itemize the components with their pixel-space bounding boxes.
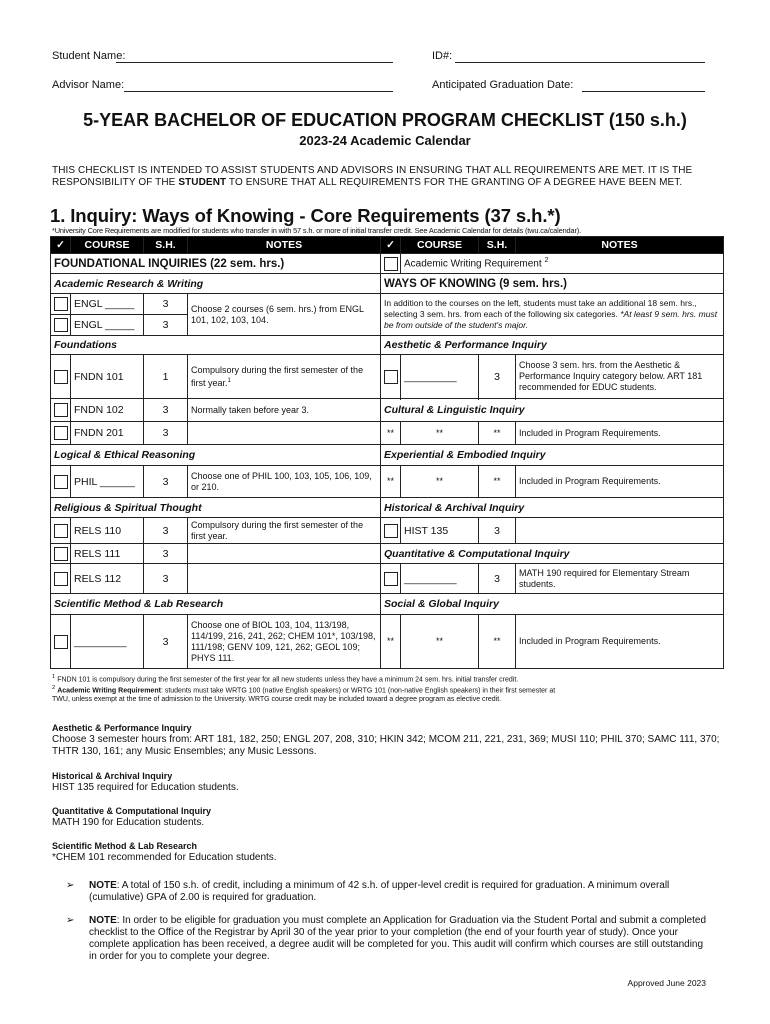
historical-notes — [52, 770, 722, 794]
note-graduation-body: : In order to be eligible for graduation you must complete an Application for Graduation via the Student Portal and submit a completed checklist to the Office of the Registrar by April 30 of the year prior to your completion (the end of your fourth year of study). Once your complete application has been received, a degree audit will be completed for you. This audit will confirm which courses are still outstanding in order for you to complete your degree. — [89, 915, 707, 962]
scientific-notes — [52, 840, 722, 864]
fndn102-note: Normally taken before year 3. — [188, 399, 381, 422]
engl2-course[interactable]: ENGL _____ — [71, 315, 144, 336]
engl1-course[interactable]: ENGL _____ — [71, 294, 144, 315]
engl2-checkbox[interactable] — [54, 318, 68, 332]
page-subtitle: 2023-24 Academic Calendar — [299, 133, 471, 148]
awr-check-cell — [381, 254, 401, 274]
table-row — [51, 336, 724, 355]
footnote-2-text-a: : students must take WRTG 100 (native English speakers) or WRTG 101 (non-native English speakers) in their first semester at — [160, 687, 556, 695]
table-row — [51, 564, 724, 594]
phil-checkbox[interactable] — [54, 475, 68, 489]
fndn102-check-cell — [51, 399, 71, 422]
category-scientific: Scientific Method & Lab Research — [51, 594, 381, 615]
intro-line-2-a: RESPONSIBILITY OF THE — [52, 177, 179, 188]
aes-sh: 3 — [479, 355, 516, 399]
footnote-1 — [52, 673, 722, 684]
quant-check-cell — [381, 564, 401, 594]
fndn101-sh: 1 — [144, 355, 188, 399]
quant-checkbox[interactable] — [384, 572, 398, 586]
note-graduation-label: NOTE — [89, 915, 117, 926]
rels112-course: RELS 112 — [71, 564, 144, 594]
sci-note: Choose one of BIOL 103, 104, 113/198, 114/199, 216, 241, 262; CHEM 101*, 103/198, 111/198; GENV 109, 121, 262; GEOL 109; PHYS 111. — [188, 615, 381, 669]
intro-line-1: THIS CHECKLIST IS INTENDED TO ASSIST STUDENTS AND ADVISORS IN ENSURING THAT ALL REQUIREMENTS ARE MET. IT IS THE — [52, 165, 693, 176]
table-row — [51, 399, 724, 422]
table-row — [51, 254, 724, 274]
fndn102-checkbox[interactable] — [54, 403, 68, 417]
note-credits-label: NOTE — [89, 880, 117, 891]
category-religious: Religious & Spiritual Thought — [51, 498, 381, 518]
awr-label: Academic Writing Requirement — [404, 258, 542, 270]
cult-note: Included in Program Requirements. — [516, 422, 724, 445]
engl2-sh: 3 — [144, 315, 188, 336]
core-requirements-table — [50, 236, 724, 669]
header-notes-right: NOTES — [516, 237, 724, 254]
header-check-right: ✓ — [381, 237, 401, 254]
table-row — [51, 594, 724, 615]
table-row — [51, 422, 724, 445]
table-row — [51, 615, 724, 669]
section-note: *University Core Requirements are modified for students who transfer in with 57 s.h. or more of initial transfer credit. See Academic Calendar for details (twu.ca/calendar). — [52, 226, 582, 235]
note-credits-text — [89, 880, 709, 904]
exp-check: ** — [381, 466, 401, 498]
approved-date: Approved June 2023 — [627, 978, 706, 988]
engl1-check-cell — [51, 294, 71, 315]
fndn201-checkbox[interactable] — [54, 426, 68, 440]
aes-note: Choose 3 sem. hrs. from the Aesthetic & Performance Inquiry category below. ART 181 recommended for EDUC students. — [516, 355, 724, 399]
awr-footnote-ref: 2 — [544, 257, 549, 265]
note-credits-body: : A total of 150 s.h. of credit, including a minimum of 42 s.h. of upper-level credit is required for graduation. A minimum overall (cumulative) GPA of 2.00 is required for graduation. — [89, 880, 670, 903]
intro-student-emphasis: STUDENT — [178, 177, 227, 188]
note-graduation — [66, 915, 716, 965]
awr-cell — [401, 254, 724, 274]
id-field[interactable] — [455, 62, 705, 63]
exp-sh: ** — [479, 466, 516, 498]
fndn201-course: FNDN 201 — [71, 422, 144, 445]
header-course-right: COURSE — [401, 237, 479, 254]
table-row — [51, 355, 724, 399]
cult-course: ** — [401, 422, 479, 445]
category-foundations: Foundations — [51, 336, 381, 355]
quantitative-notes — [52, 805, 722, 829]
quant-note: MATH 190 required for Elementary Stream students. — [516, 564, 724, 594]
footnote-2-text-b: TWU, unless exempt at the time of admission to the University. WRTG course credit may be included toward a degree program as elective credit. — [52, 695, 502, 703]
table-row — [51, 518, 724, 544]
table-row — [51, 466, 724, 498]
aes-checkbox[interactable] — [384, 370, 398, 384]
soc-course: ** — [401, 615, 479, 669]
aes-course[interactable]: _________ — [401, 355, 479, 399]
fndn201-sh: 3 — [144, 422, 188, 445]
hist-sh: 3 — [479, 518, 516, 544]
phil-course[interactable]: PHIL ______ — [71, 466, 144, 498]
cult-sh: ** — [479, 422, 516, 445]
fndn101-note — [188, 355, 381, 399]
engl-note: Choose 2 courses (6 sem. hrs.) from ENGL 101, 102, 103, 104. — [188, 294, 381, 336]
footnotes — [52, 673, 722, 704]
category-aesthetic: Aesthetic & Performance Inquiry — [381, 336, 724, 355]
sci-check-cell — [51, 615, 71, 669]
graduation-date-label: Anticipated Graduation Date: — [432, 79, 574, 91]
category-logical: Logical & Ethical Reasoning — [51, 445, 381, 466]
phil-check-cell — [51, 466, 71, 498]
category-quantitative: Quantitative & Computational Inquiry — [381, 544, 724, 564]
hist-note — [516, 518, 724, 544]
quantitative-notes-body: MATH 190 for Education students. — [52, 817, 205, 828]
rels110-sh: 3 — [144, 518, 188, 544]
rels112-sh: 3 — [144, 564, 188, 594]
exp-course: ** — [401, 466, 479, 498]
quant-course[interactable]: _________ — [401, 564, 479, 594]
note-credits — [66, 880, 716, 906]
rels111-checkbox[interactable] — [54, 547, 68, 561]
phil-note: Choose one of PHIL 100, 103, 105, 106, 109, or 210. — [188, 466, 381, 498]
sci-course[interactable]: _________ — [71, 615, 144, 669]
rels112-checkbox[interactable] — [54, 572, 68, 586]
fndn101-checkbox[interactable] — [54, 370, 68, 384]
engl2-check-cell — [51, 315, 71, 336]
historical-notes-body: HIST 135 required for Education students. — [52, 782, 239, 793]
note-graduation-text — [89, 915, 709, 963]
advisor-name-field[interactable] — [124, 91, 393, 92]
soc-note: Included in Program Requirements. — [516, 615, 724, 669]
rels111-sh: 3 — [144, 544, 188, 564]
ways-of-knowing-heading: WAYS OF KNOWING (9 sem. hrs.) — [381, 274, 724, 294]
header-sh-left: S.H. — [144, 237, 188, 254]
rels110-note: Compulsory during the first semester of the first year. — [188, 518, 381, 544]
rels111-check-cell — [51, 544, 71, 564]
footnote-2-marker: 2 — [52, 685, 56, 692]
category-cultural: Cultural & Linguistic Inquiry — [381, 399, 724, 422]
hist-course: HIST 135 — [401, 518, 479, 544]
hist-checkbox[interactable] — [384, 524, 398, 538]
fndn101-check-cell — [51, 355, 71, 399]
hist-check-cell — [381, 518, 401, 544]
header-notes-left: NOTES — [188, 237, 381, 254]
footnote-1-marker: 1 — [52, 674, 56, 680]
footnote-2-bold: Academic Writing Requirement — [57, 687, 161, 695]
fndn102-sh: 3 — [144, 399, 188, 422]
aesthetic-notes-heading: Aesthetic & Performance Inquiry — [52, 723, 192, 733]
intro-text — [52, 165, 728, 189]
fndn101-course: FNDN 101 — [71, 355, 144, 399]
sci-sh: 3 — [144, 615, 188, 669]
category-academic-research: Academic Research & Writing — [51, 274, 381, 294]
intro-line-2 — [52, 177, 728, 189]
phil-sh: 3 — [144, 466, 188, 498]
aes-check-cell — [381, 355, 401, 399]
fndn101-footnote-ref: 1 — [227, 377, 231, 384]
engl1-checkbox[interactable] — [54, 297, 68, 311]
page-title: 5-YEAR BACHELOR OF EDUCATION PROGRAM CHECKLIST (150 s.h.) — [83, 110, 687, 130]
engl1-sh: 3 — [144, 294, 188, 315]
rels110-checkbox[interactable] — [54, 524, 68, 538]
category-experiential: Experiential & Embodied Inquiry — [381, 445, 724, 466]
header-course-left: COURSE — [71, 237, 144, 254]
header-check-left: ✓ — [51, 237, 71, 254]
header-sh-right: S.H. — [479, 237, 516, 254]
rels112-check-cell — [51, 564, 71, 594]
id-label: ID#: — [432, 50, 453, 62]
ways-note-a: In addition to the courses on the left, students must take an additional 18 sem. hrs., selecting 3 sem. hrs. from each of the following six categories. — [384, 298, 697, 319]
footnote-1-text: FNDN 101 is compulsory during the first semester of the first year for all new students unless they have a minimum 24 sem. hrs. initial transfer credit. — [57, 676, 519, 684]
intro-line-2-b: TO ENSURE THAT ALL REQUIREMENTS FOR THE GRANTING OF A DEGREE HAVE BEEN MET. — [226, 177, 683, 188]
soc-sh: ** — [479, 615, 516, 669]
quantitative-notes-heading: Quantitative & Computational Inquiry — [52, 806, 212, 816]
rels111-note — [188, 544, 381, 564]
section-title: 1. Inquiry: Ways of Knowing - Core Requirements (37 s.h.*) — [50, 205, 561, 226]
table-row — [51, 544, 724, 564]
historical-notes-heading: Historical & Archival Inquiry — [52, 771, 173, 781]
student-name-label: Student Name: — [52, 50, 126, 62]
ways-note — [381, 294, 724, 336]
scientific-notes-heading: Scientific Method & Lab Research — [52, 841, 198, 851]
footnote-2 — [52, 684, 722, 695]
category-historical: Historical & Archival Inquiry — [381, 498, 724, 518]
exp-note: Included in Program Requirements. — [516, 466, 724, 498]
soc-check: ** — [381, 615, 401, 669]
rels112-note — [188, 564, 381, 594]
table-row — [51, 445, 724, 466]
cult-check: ** — [381, 422, 401, 445]
awr-checkbox[interactable] — [384, 257, 398, 271]
ways-note-b: *At least 9 sem. hrs. must be from outside of the student's major. — [384, 309, 718, 330]
table-row — [51, 274, 724, 294]
quant-sh: 3 — [479, 564, 516, 594]
rels111-course: RELS 111 — [71, 544, 144, 564]
table-header-row — [51, 237, 724, 254]
fndn101-note-text: Compulsory during the first semester of the first year. — [191, 364, 364, 388]
aesthetic-notes — [52, 722, 722, 758]
rels110-course: RELS 110 — [71, 518, 144, 544]
sci-checkbox[interactable] — [54, 635, 68, 649]
foundational-inquiries-heading: FOUNDATIONAL INQUIRIES (22 sem. hrs.) — [51, 254, 381, 274]
fndn201-check-cell — [51, 422, 71, 445]
student-name-field[interactable] — [116, 62, 393, 63]
table-row — [51, 294, 724, 315]
rels110-check-cell — [51, 518, 71, 544]
aesthetic-notes-body: Choose 3 semester hours from: ART 181, 182, 250; ENGL 207, 208, 310; HKIN 342; MCOM 211, 221, 231, 369; MUSI 110; PHIL 370; SAMC 111, 370; THTR 130, 161; any Music Ensembles; any Music Lessons. — [52, 734, 720, 757]
bullet-arrow-icon: ➢ — [66, 915, 75, 926]
scientific-notes-body: *CHEM 101 recommended for Education students. — [52, 852, 277, 863]
table-row — [51, 498, 724, 518]
advisor-name-label: Advisor Name: — [52, 79, 125, 91]
bullet-arrow-icon: ➢ — [66, 880, 75, 891]
graduation-date-field[interactable] — [582, 91, 705, 92]
category-social: Social & Global Inquiry — [381, 594, 724, 615]
fndn102-course: FNDN 102 — [71, 399, 144, 422]
fndn201-note — [188, 422, 381, 445]
